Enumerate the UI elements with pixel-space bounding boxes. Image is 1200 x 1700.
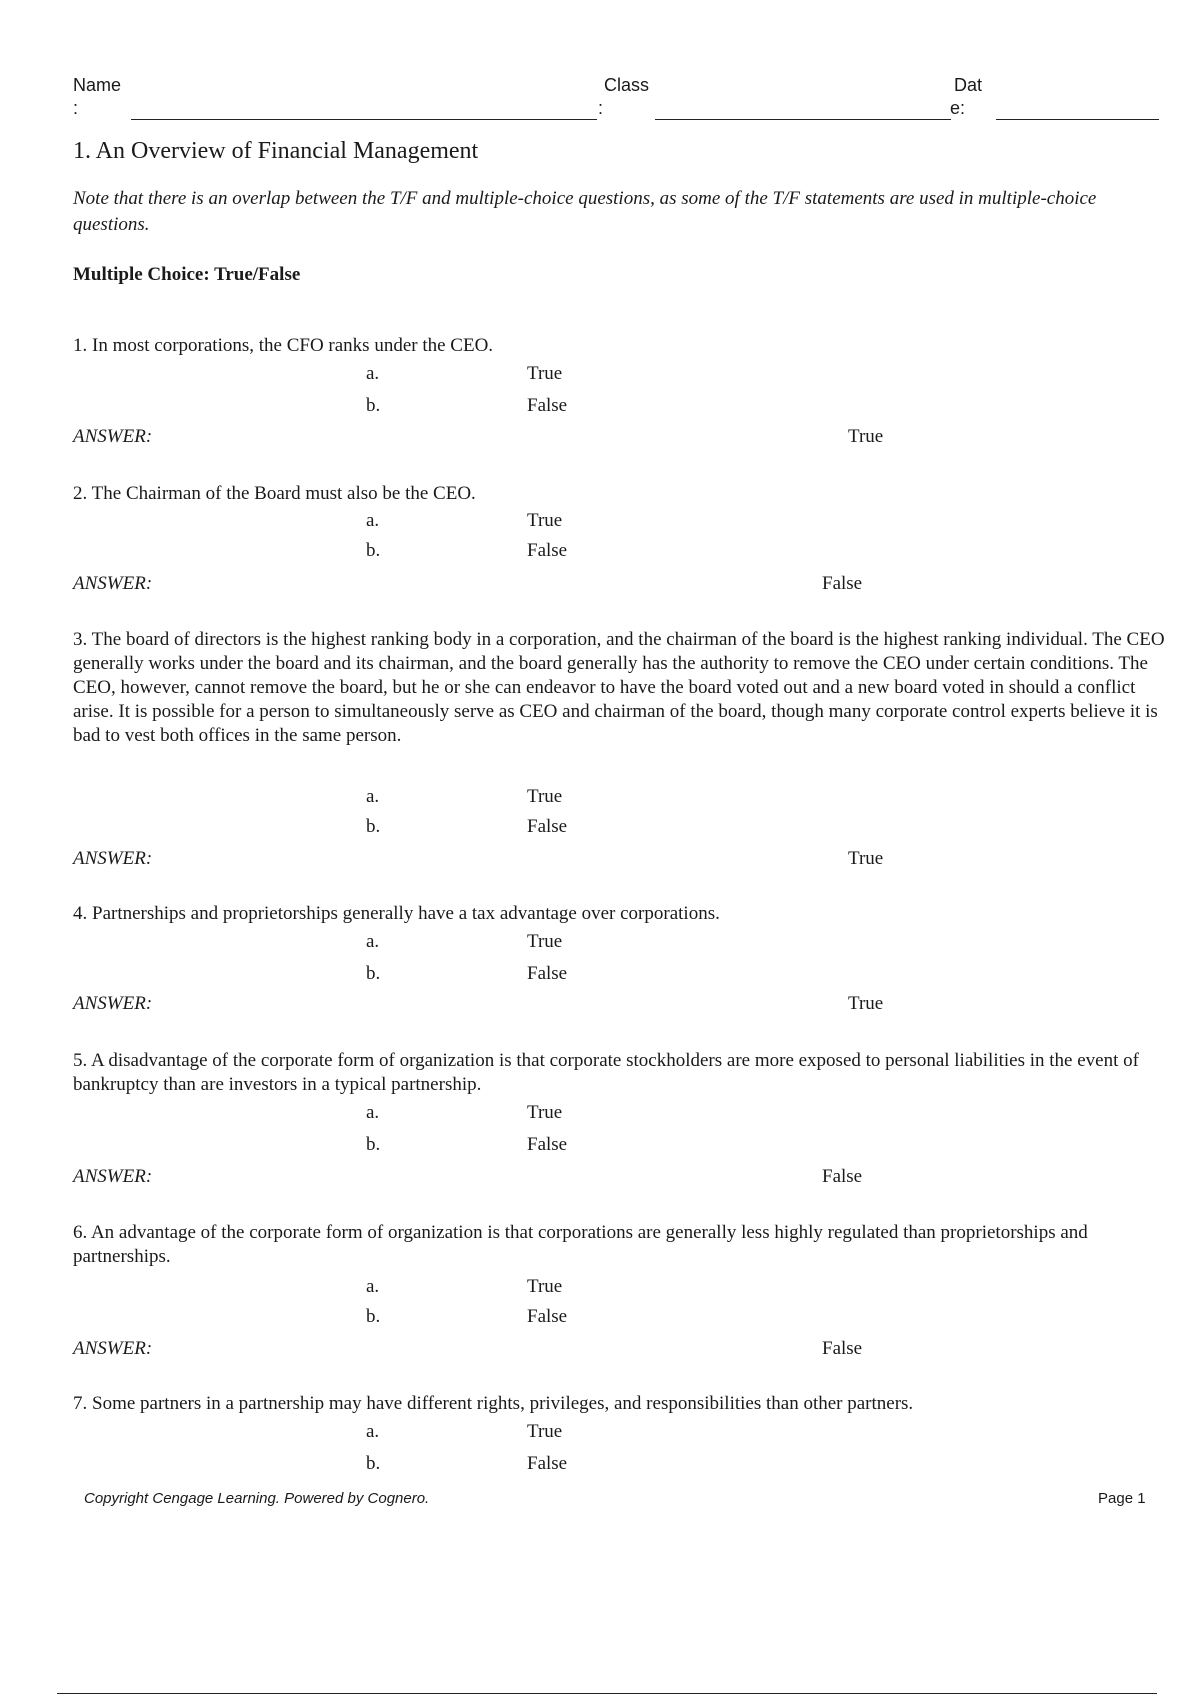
- class-field-line[interactable]: [655, 119, 951, 120]
- name-colon: :: [73, 98, 79, 118]
- question-5-option-b-letter: b.: [366, 1134, 381, 1155]
- question-6-option-b-text: False: [527, 1306, 568, 1327]
- question-6-answer-label: ANSWER:: [73, 1338, 153, 1359]
- question-1-answer-value: True: [848, 426, 884, 447]
- question-2-option-a-text: True: [527, 510, 563, 531]
- question-7-option-b-text: False: [527, 1453, 568, 1474]
- overlap-note: Note that there is an overlap between the T/F and multiple-choice questions, as some of the T/F statements are used in multiple-choice questions.: [73, 188, 1097, 235]
- question-4-option-a-letter: a.: [366, 931, 380, 952]
- question-3-option-b-text: False: [527, 816, 568, 837]
- question-2-answer-value: False: [822, 573, 863, 594]
- question-2-answer-label: ANSWER:: [73, 573, 153, 594]
- question-5-option-b-text: False: [527, 1134, 568, 1155]
- question-2-option-b-letter: b.: [366, 540, 381, 561]
- question-1-option-a-letter: a.: [366, 363, 380, 384]
- question-5-stem: 5. A disadvantage of the corporate form of organization is that corporate stockholders are more exposed to personal liabilities in the event of bankruptcy than are investors in a typical partnership.: [73, 1050, 1139, 1095]
- section-heading: Multiple Choice: True/False: [73, 264, 301, 285]
- question-1-answer-label: ANSWER:: [73, 426, 153, 447]
- footer-page-number: Page 1: [1098, 1490, 1146, 1507]
- question-3-answer-value: True: [848, 848, 884, 869]
- question-2-option-b-text: False: [527, 540, 568, 561]
- question-3-option-a-letter: a.: [366, 786, 380, 807]
- date-label: Dat: [954, 75, 983, 95]
- question-1-option-a-text: True: [527, 363, 563, 384]
- question-5-answer-value: False: [822, 1166, 863, 1187]
- question-3-stem: 3. The board of directors is the highest ranking body in a corporation, and the chairman of the board is the highest ranking individual. The CEO generally works under the board and its chairman, and the board generally has the authority to remove the CEO under certain conditions. The CEO, however, cannot remove the board, but he or she can endeavor to have the board voted out and a new board voted in should a conflict arise. It is possible for a person to simultaneously serve as CEO and chairman of the board, though many corporate control experts believe it is bad to vest both offices in the same person.: [73, 629, 1165, 746]
- question-7-option-b-letter: b.: [366, 1453, 381, 1474]
- question-3-option-b-letter: b.: [366, 816, 381, 837]
- question-6-stem: 6. An advantage of the corporate form of organization is that corporations are generally less highly regulated than proprietorships and partnerships.: [73, 1222, 1088, 1267]
- class-colon: :: [598, 98, 604, 118]
- question-4-answer-value: True: [848, 993, 884, 1014]
- question-5-answer-label: ANSWER:: [73, 1166, 153, 1187]
- question-6-answer-value: False: [822, 1338, 863, 1359]
- question-1-option-b-text: False: [527, 395, 568, 416]
- class-label: Class: [604, 75, 650, 95]
- question-5-option-a-text: True: [527, 1102, 563, 1123]
- bottom-divider: [57, 1693, 1157, 1694]
- name-field-line[interactable]: [131, 119, 597, 120]
- question-7-option-a-letter: a.: [366, 1421, 380, 1442]
- date-colon: e:: [950, 98, 966, 118]
- question-7-option-a-text: True: [527, 1421, 563, 1442]
- question-2-stem: 2. The Chairman of the Board must also be the CEO.: [73, 483, 476, 504]
- question-4-option-b-letter: b.: [366, 963, 381, 984]
- footer-copyright: Copyright Cengage Learning. Powered by Cognero.: [84, 1490, 430, 1507]
- question-1-stem: 1. In most corporations, the CFO ranks under the CEO.: [73, 335, 494, 356]
- question-6-option-b-letter: b.: [366, 1306, 381, 1327]
- question-2-option-a-letter: a.: [366, 510, 380, 531]
- name-label: Name: [73, 75, 122, 95]
- question-4-stem: 4. Partnerships and proprietorships generally have a tax advantage over corporations.: [73, 903, 720, 924]
- question-1-option-b-letter: b.: [366, 395, 381, 416]
- question-7-stem: 7. Some partners in a partnership may have different rights, privileges, and responsibilities than other partners.: [73, 1393, 914, 1414]
- question-4-option-a-text: True: [527, 931, 563, 952]
- page-title: 1. An Overview of Financial Management: [73, 138, 479, 164]
- question-3-option-a-text: True: [527, 786, 563, 807]
- question-4-option-b-text: False: [527, 963, 568, 984]
- question-6-option-a-text: True: [527, 1276, 563, 1297]
- question-6-option-a-letter: a.: [366, 1276, 380, 1297]
- question-3-answer-label: ANSWER:: [73, 848, 153, 869]
- question-4-answer-label: ANSWER:: [73, 993, 153, 1014]
- question-5-option-a-letter: a.: [366, 1102, 380, 1123]
- date-field-line[interactable]: [996, 119, 1159, 120]
